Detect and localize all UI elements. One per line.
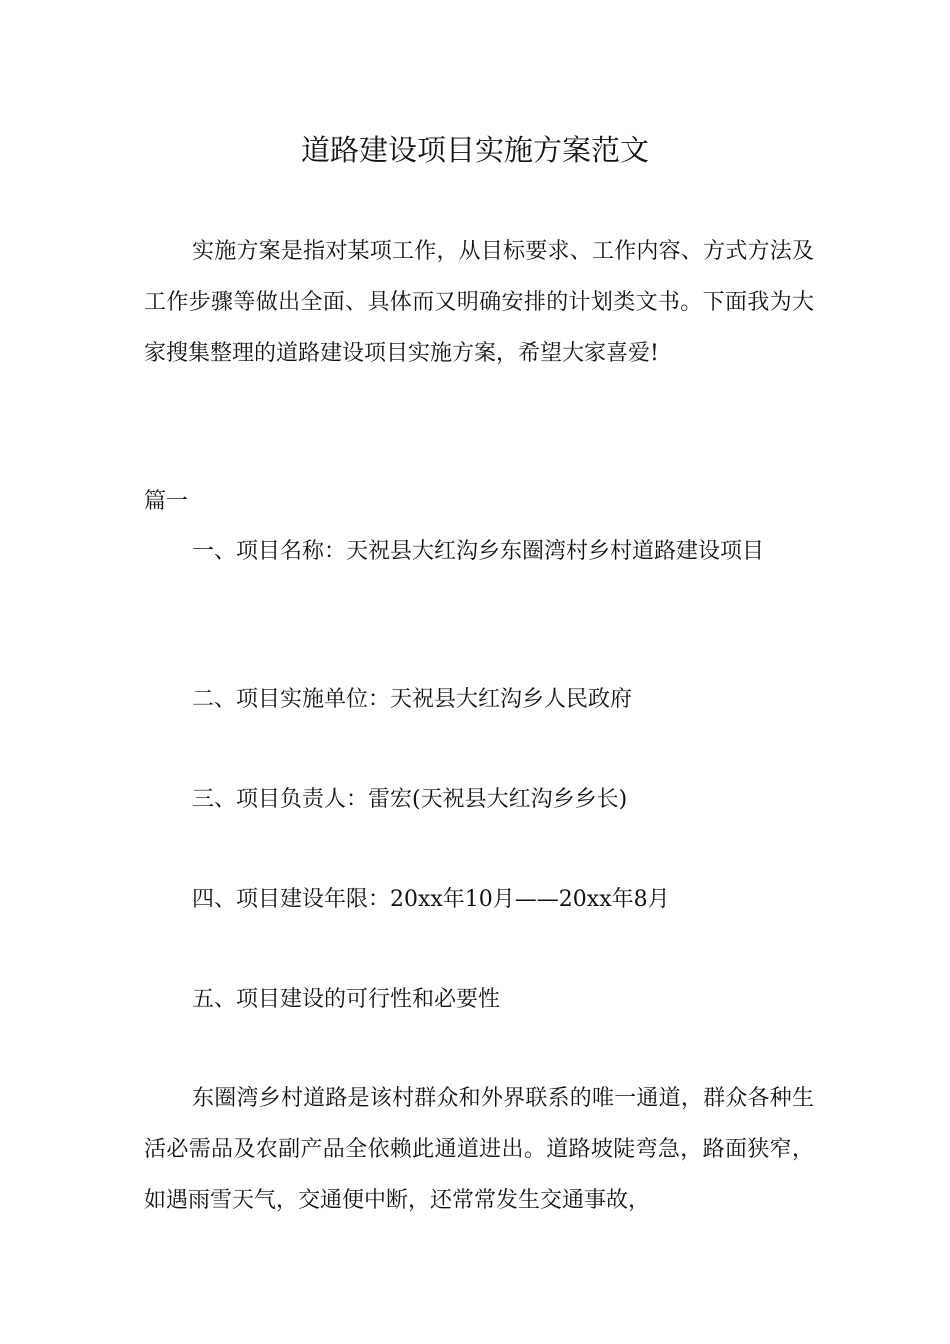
item-text: 三、项目负责人：雷宏(天祝县大红沟乡乡长) <box>192 787 628 812</box>
intro-text: 实施方案是指对某项工作，从目标要求、工作内容、方式方法及工作步骤等做出全面、具体而又明确安排的计划类文书。下面我为大家搜集整理的道路建设项目实施方案，希望大家喜爱! <box>144 239 814 366</box>
item-text: 四、项目建设年限：20xx年10月——20xx年8月 <box>192 887 670 912</box>
section-label-text: 篇一 <box>144 489 189 514</box>
intro-paragraph <box>144 226 814 379</box>
item-feasibility <box>144 974 814 1025</box>
item-text: 二、项目实施单位：天祝县大红沟乡人民政府 <box>192 687 633 712</box>
item-text: 一、项目名称：天祝县大红沟乡东圈湾村乡村道路建设项目 <box>192 539 765 564</box>
item-implementing-unit <box>144 674 814 725</box>
item-project-leader <box>144 774 814 825</box>
document-title: 道路建设项目实施方案范文 <box>300 133 649 167</box>
item-text: 五、项目建设的可行性和必要性 <box>192 987 501 1012</box>
item-construction-period <box>144 874 814 925</box>
item-project-name <box>144 526 814 577</box>
body-paragraph <box>144 1073 814 1226</box>
body-text: 东圈湾乡村道路是该村群众和外界联系的唯一通道，群众各种生活必需品及农副产品全依赖此通道进出。道路坡陡弯急，路面狭窄，如遇雨雪天气，交通便中断，还常常发生交通事故， <box>144 1086 814 1213</box>
section-label <box>144 476 814 527</box>
